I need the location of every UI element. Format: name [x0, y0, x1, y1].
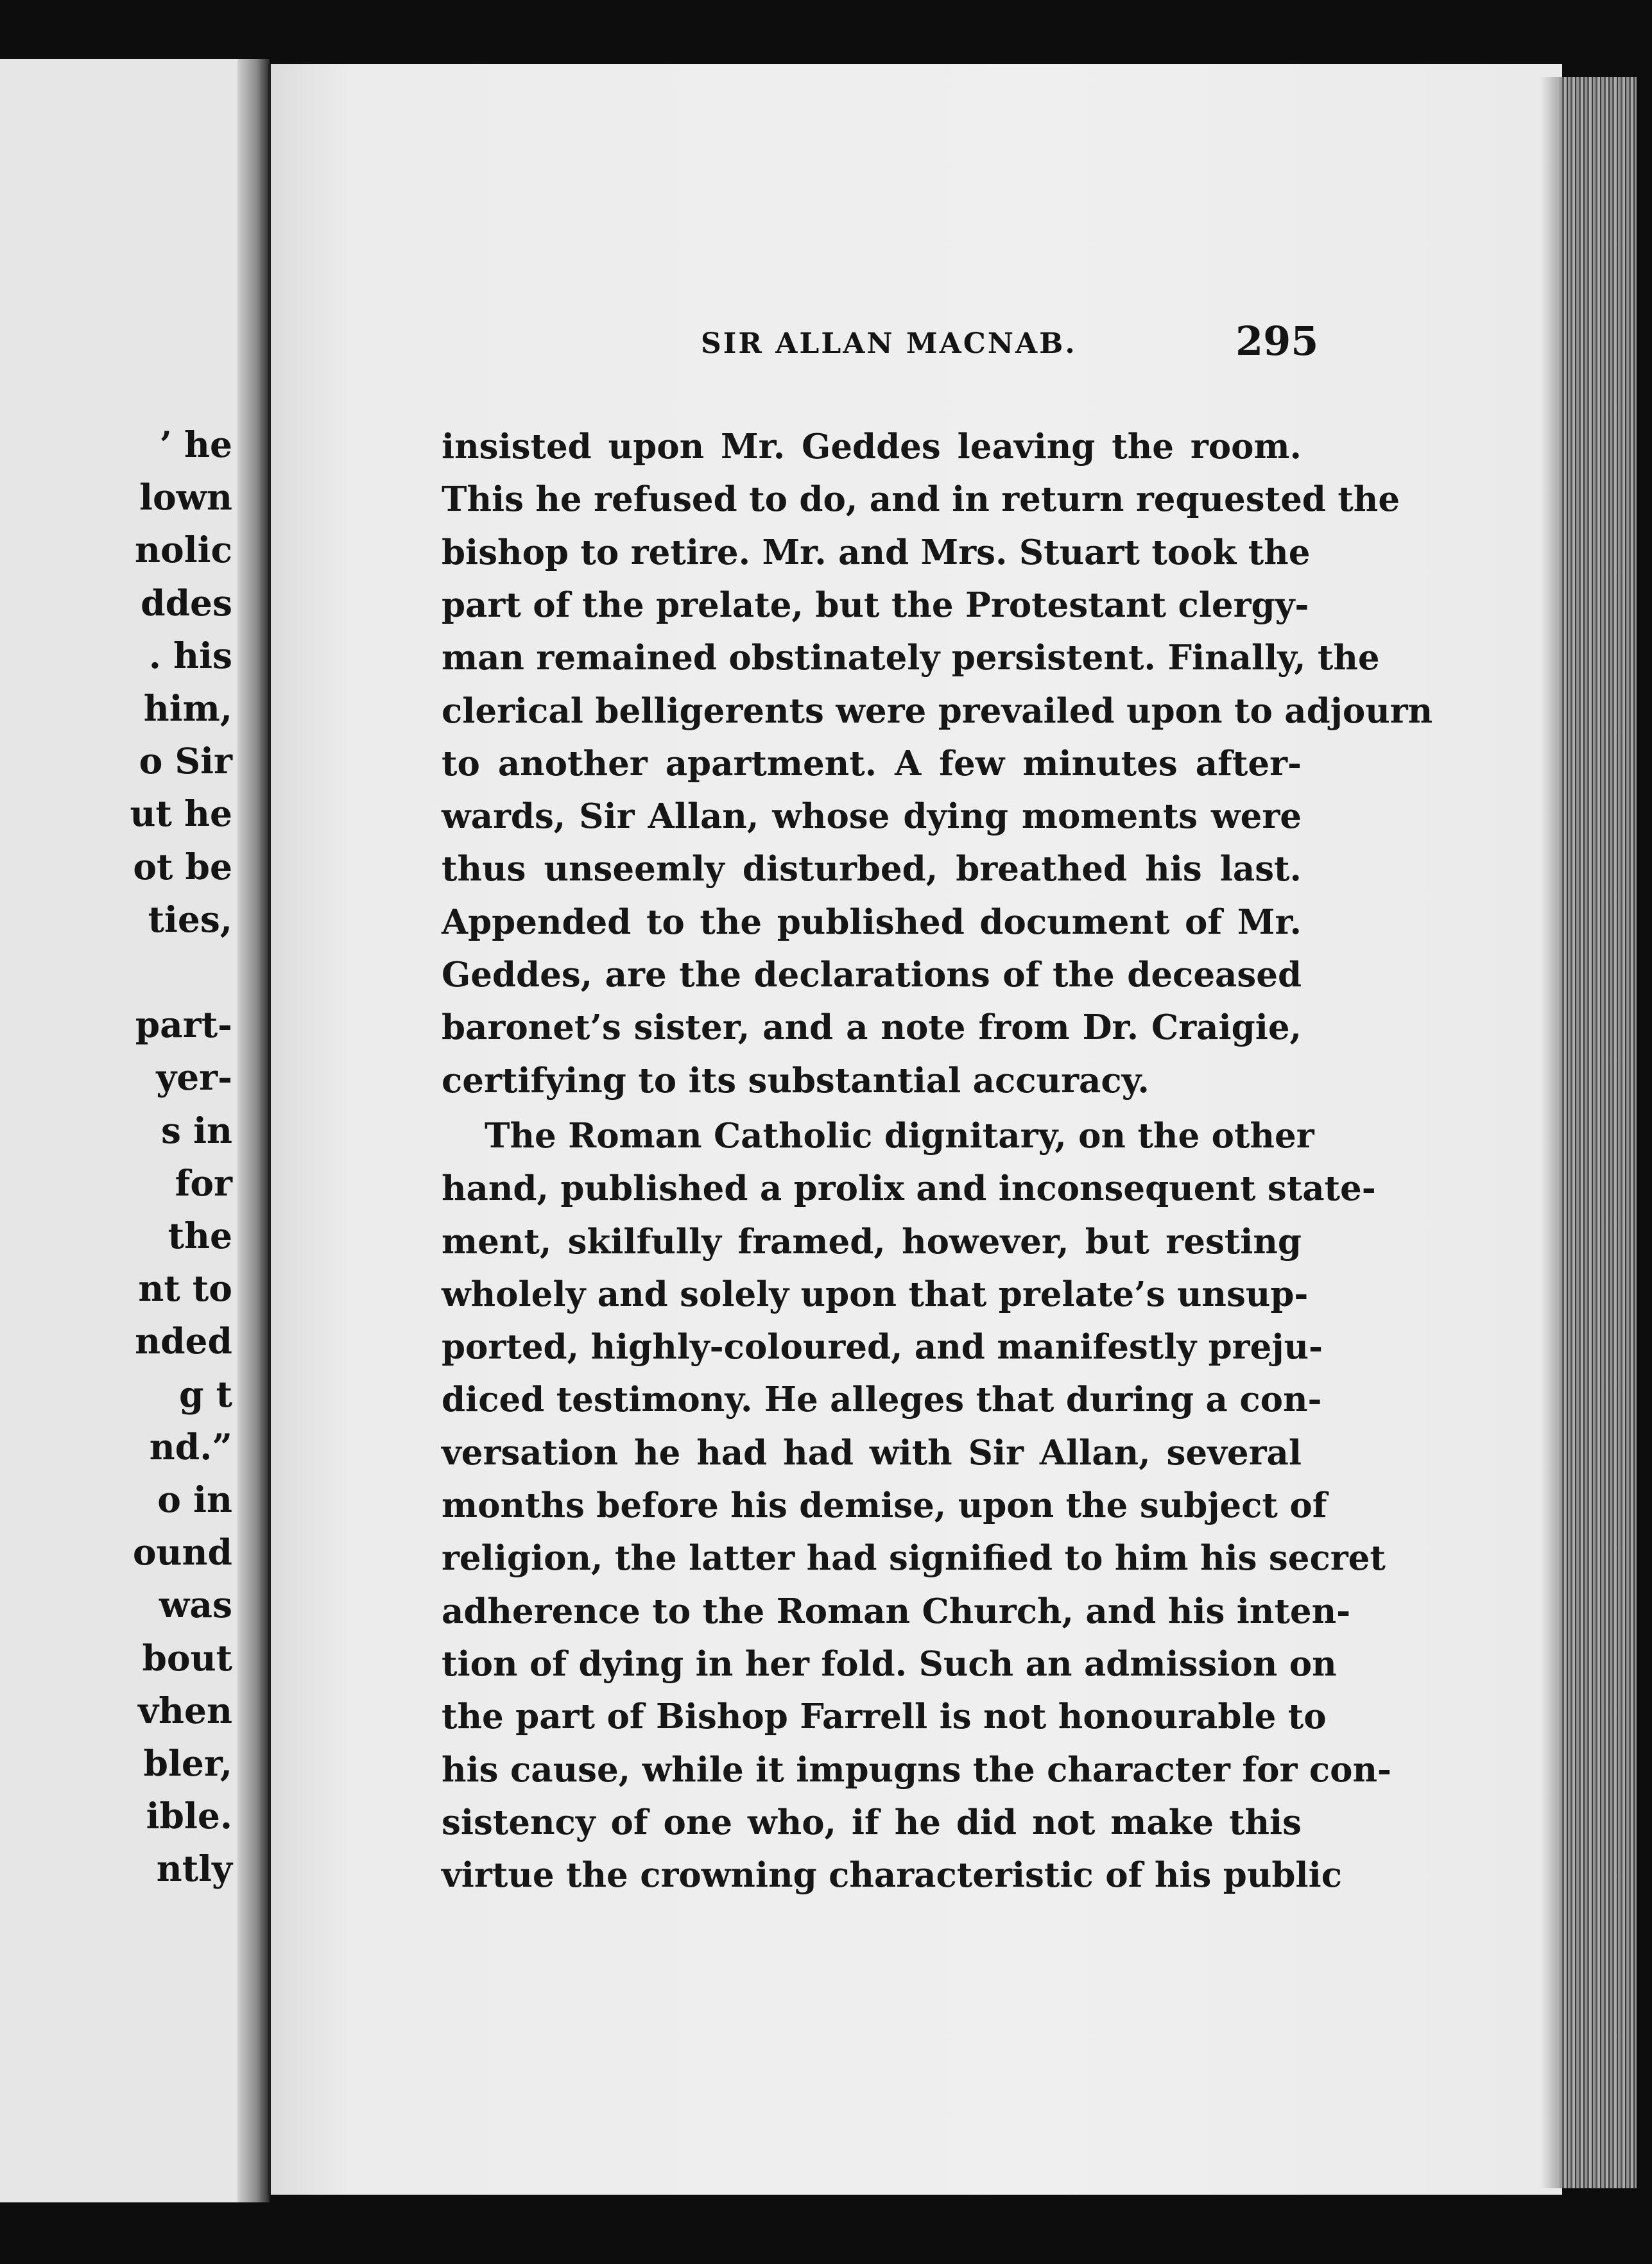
body-text-line: Appended to the published document of Mr.: [442, 902, 1302, 942]
left-page-line-fragment: nt to: [138, 1267, 232, 1310]
body-text-line: ported, highly-coloured, and manifestly preju-: [442, 1327, 1323, 1368]
left-page-line-fragment: yer-: [156, 1056, 232, 1099]
left-page-line-fragment: bler,: [143, 1742, 232, 1784]
body-text-line: religion, the latter had signified to him his secret: [442, 1538, 1386, 1579]
left-page-line-fragment: ’ he: [159, 424, 232, 465]
body-text-line: clerical belligerents were prevailed upon to adjourn: [442, 690, 1433, 731]
body-text-line: certifying to its substantial accuracy.: [442, 1060, 1149, 1101]
left-page-line-fragment: . his: [148, 634, 232, 676]
body-text-line: sistency of one who, if he did not make this: [442, 1802, 1302, 1842]
body-text-line: adherence to the Roman Church, and his inten-: [442, 1591, 1351, 1631]
body-text-line: wards, Sir Allan, whose dying moments were: [442, 796, 1302, 837]
previous-page: [0, 59, 257, 2202]
body-text-line: Geddes, are the declarations of the deceased: [442, 955, 1302, 995]
body-text-line: baronet’s sister, and a note from Dr. Craigie,: [442, 1008, 1302, 1048]
left-page-line-fragment: bout: [142, 1636, 232, 1679]
left-page-line-fragment: ties,: [148, 898, 232, 940]
left-page-line-fragment: nd.”: [149, 1425, 232, 1468]
body-text-line: the part of Bishop Farrell is not honourable to: [442, 1697, 1327, 1737]
body-text-line: ment, skilfully framed, however, but resting: [442, 1221, 1302, 1262]
left-page-line-fragment: was: [159, 1584, 232, 1626]
running-head: SIR ALLAN MACNAB.: [701, 327, 1077, 360]
left-page-line-fragment: ound: [132, 1531, 232, 1574]
left-page-line-fragment: ntly: [156, 1848, 232, 1890]
body-text-line: diced testimony. He alleges that during a con-: [442, 1380, 1322, 1420]
body-text-line: months before his demise, upon the subject of: [442, 1486, 1327, 1525]
left-page-line-fragment: o Sir: [139, 740, 232, 782]
left-page-line-fragment: him,: [143, 687, 232, 729]
page-block-edge: [1560, 77, 1637, 2188]
page-number: 295: [1235, 318, 1319, 364]
left-page-line-fragment: ible.: [146, 1795, 232, 1837]
left-page-line-fragment: vhen: [138, 1689, 232, 1731]
left-page-line-fragment: o in: [157, 1479, 232, 1520]
body-text-line: insisted upon Mr. Geddes leaving the room.: [442, 427, 1302, 467]
left-page-line-fragment: s in: [161, 1109, 232, 1151]
left-page-line-fragment: ot be: [133, 845, 232, 888]
book-gutter: [237, 59, 270, 2202]
body-text-line: part of the prelate, but the Protestant clergy-: [442, 585, 1309, 625]
left-page-line-fragment: lown: [139, 476, 232, 519]
left-page-line-fragment: for: [175, 1162, 232, 1204]
left-page-line-fragment: nded: [135, 1320, 232, 1362]
body-text-line: virtue the crowning characteristic of his public: [442, 1855, 1342, 1896]
body-text-line: tion of dying in her fold. Such an admission on: [442, 1643, 1337, 1684]
left-page-line-fragment: ut he: [130, 793, 232, 835]
body-text-line: wholely and solely upon that prelate’s unsup-: [442, 1274, 1309, 1314]
body-text-line: bishop to retire. Mr. and Mrs. Stuart took the: [442, 532, 1311, 572]
body-text-line: This he refused to do, and in return requested the: [442, 479, 1400, 520]
body-text-line: to another apartment. A few minutes after-: [442, 743, 1302, 784]
left-page-line-fragment: the: [168, 1215, 232, 1256]
body-text-line: hand, published a prolix and inconsequent state-: [442, 1169, 1376, 1209]
left-page-line-fragment: nolic: [135, 529, 232, 571]
body-text-line: The Roman Catholic dignitary, on the other: [485, 1115, 1314, 1156]
body-text-line: thus unseemly disturbed, breathed his last.: [442, 849, 1302, 889]
left-page-line-fragment: ddes: [141, 581, 232, 624]
left-page-line-fragment: g t: [178, 1373, 232, 1415]
body-text-line: his cause, while it impugns the character for con-: [442, 1749, 1392, 1790]
body-text-line: versation he had had with Sir Allan, several: [442, 1432, 1302, 1473]
body-text-line: man remained obstinately persistent. Finally, the: [442, 638, 1380, 678]
left-page-line-fragment: part-: [135, 1004, 232, 1046]
